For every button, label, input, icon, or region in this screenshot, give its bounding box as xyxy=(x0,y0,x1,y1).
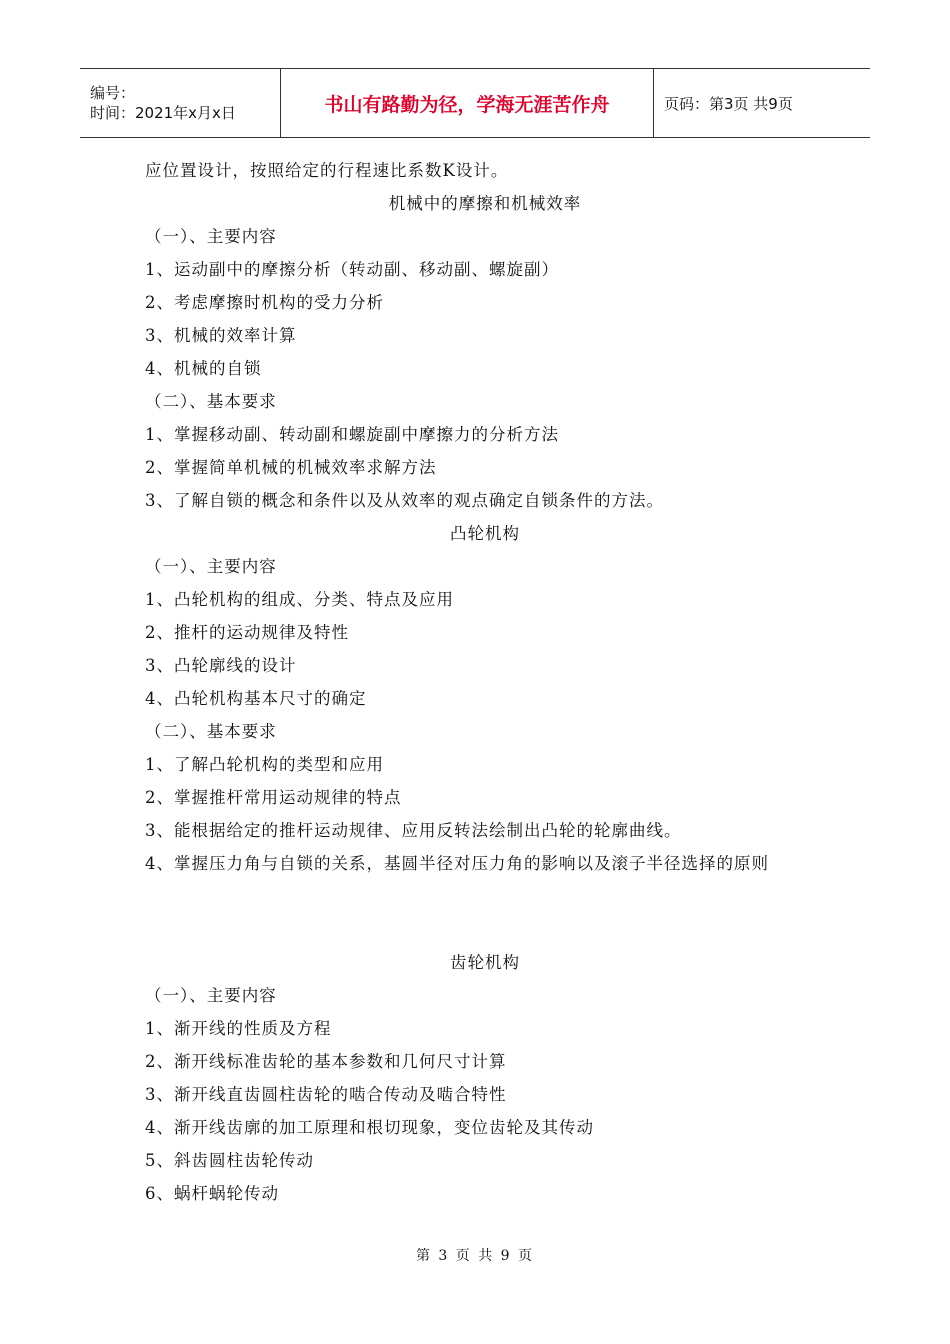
list-item: 3、机械的效率计算 xyxy=(145,326,297,345)
list-item: 4、渐开线齿廓的加工原理和根切现象，变位齿轮及其传动 xyxy=(145,1118,594,1137)
list-item: 2、考虑摩擦时机构的受力分析 xyxy=(145,293,384,312)
subsection-heading: （一）、主要内容 xyxy=(145,557,277,576)
subsection-heading: （二）、基本要求 xyxy=(145,722,277,741)
header-meta xyxy=(80,69,281,137)
subsection-heading: （一）、主要内容 xyxy=(145,227,277,246)
spacer xyxy=(145,913,825,946)
subsection-heading: （一）、主要内容 xyxy=(145,986,277,1005)
header-motto xyxy=(281,69,654,137)
list-item: 3、凸轮廓线的设计 xyxy=(145,656,297,675)
list-item: 1、运动副中的摩擦分析（转动副、移动副、螺旋副） xyxy=(145,260,559,279)
list-item: 1、凸轮机构的组成、分类、特点及应用 xyxy=(145,590,454,609)
document-body xyxy=(145,154,825,1210)
list-item: 4、掌握压力角与自锁的关系，基圆半径对压力角的影响以及滚子半径选择的原则 xyxy=(145,854,769,873)
paragraph: 应位置设计，按照给定的行程速比系数K设计。 xyxy=(145,161,509,180)
page-footer: 第 3 页 共 9 页 xyxy=(415,1248,535,1264)
page-header xyxy=(80,68,870,138)
list-item: 2、掌握推杆常用运动规律的特点 xyxy=(145,788,402,807)
list-item: 6、蜗杆蜗轮传动 xyxy=(145,1184,279,1203)
list-item: 1、渐开线的性质及方程 xyxy=(145,1019,332,1038)
motto-text: 书山有路勤为径，学海无涯苦作舟 xyxy=(324,93,610,116)
list-item: 4、机械的自锁 xyxy=(145,359,262,378)
list-item: 2、推杆的运动规律及特性 xyxy=(145,623,349,642)
section-title-friction: 机械中的摩擦和机械效率 xyxy=(388,194,582,213)
number-label: 编号： xyxy=(90,84,136,102)
list-item: 2、掌握简单机械的机械效率求解方法 xyxy=(145,458,437,477)
time-label: 时间：2021年x月x日 xyxy=(90,104,236,122)
list-item: 3、能根据给定的推杆运动规律、应用反转法绘制出凸轮的轮廓曲线。 xyxy=(145,821,682,840)
section-title-gear: 齿轮机构 xyxy=(450,953,520,972)
header-page-info xyxy=(654,69,870,137)
list-item: 4、凸轮机构基本尺寸的确定 xyxy=(145,689,367,708)
subsection-heading: （二）、基本要求 xyxy=(145,392,277,411)
section-title-cam: 凸轮机构 xyxy=(450,524,520,543)
list-item: 3、了解自锁的概念和条件以及从效率的观点确定自锁条件的方法。 xyxy=(145,491,664,510)
list-item: 2、渐开线标准齿轮的基本参数和几何尺寸计算 xyxy=(145,1052,507,1071)
list-item: 1、了解凸轮机构的类型和应用 xyxy=(145,755,384,774)
list-item: 3、渐开线直齿圆柱齿轮的啮合传动及啮合特性 xyxy=(145,1085,507,1104)
list-item: 1、掌握移动副、转动副和螺旋副中摩擦力的分析方法 xyxy=(145,425,559,444)
list-item: 5、斜齿圆柱齿轮传动 xyxy=(145,1151,314,1170)
page-label: 页码：第3页 共9页 xyxy=(664,94,793,113)
